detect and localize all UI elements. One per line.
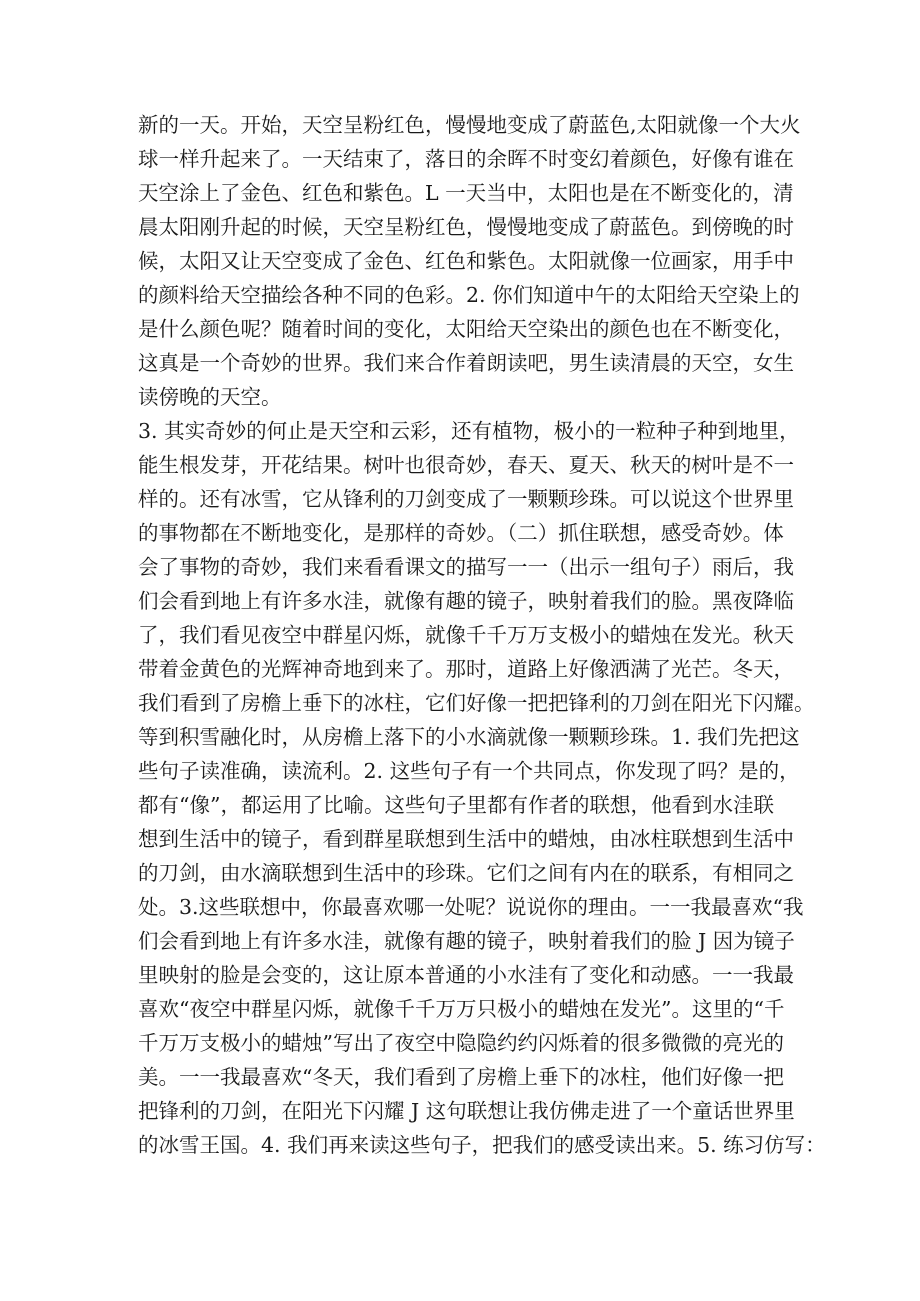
text-line: 些句子读准确，读流利。2. 这些句子有一个共同点，你发现了吗？是的， [138,759,800,783]
text-line: 喜欢“夜空中群星闪烁，就像千千万万只极小的蜡烛在发光”。这里的“千 [138,997,785,1021]
text-line: 的事物都在不断地变化，是那样的奇妙。（二）抓住联想，感受奇妙。体 [138,521,784,545]
text-line: 3. 其实奇妙的何止是天空和云彩，还有植物，极小的一粒种子种到地里， [138,419,800,443]
text-line: 这真是一个奇妙的世界。我们来合作着朗读吧，男生读清晨的天空，女生 [138,351,794,375]
text-line: 球一样升起来了。一天结束了，落日的余晖不时变幻着颜色，好像有谁在 [138,147,794,171]
text-line: 带着金黄色的光辉神奇地到来了。那时，道路上好像洒满了光芒。冬天， [138,657,794,681]
text-line: 了，我们看见夜空中群星闪烁，就像千千万万支极小的蜡烛在发光。秋天 [138,623,794,647]
text-line: 会了事物的奇妙，我们来看看课文的描写一一（出示一组句子）雨后，我 [138,555,794,579]
text-line: 们会看到地上有许多水洼，就像有趣的镜子，映射着我们的脸。黑夜降临 [138,589,794,613]
text-line: 的刀剑，由水滴联想到生活中的珍珠。它们之间有内在的联系，有相同之 [138,861,794,885]
text-line: 晨太阳刚升起的时候，天空呈粉红色，慢慢地变成了蔚蓝色。到傍晚的时 [138,215,794,239]
text-line: 都有“像”，都运用了比喻。这些句子里都有作者的联想，他看到水洼联 [138,793,774,817]
text-line: 是什么颜色呢？随着时间的变化，太阳给天空染出的颜色也在不断变化， [138,317,794,341]
text-line: 能生根发芽，开花结果。树叶也很奇妙，春天、夏天、秋天的树叶是不一 [138,453,794,477]
text-line: 的颜料给天空描绘各种不同的色彩。2. 你们知道中午的太阳给天空染上的 [138,283,800,307]
text-line: 样的。还有冰雪，它从锋利的刀剑变成了一颗颗珍珠。可以说这个世界里 [138,487,794,511]
text-line: 们会看到地上有许多水洼，就像有趣的镜子，映射着我们的脸 J 因为镜子 [138,929,795,953]
text-line: 美。一一我最喜欢“冬天，我们看到了房檐上垂下的冰柱，他们好像一把 [138,1065,784,1089]
text-line: 读傍晚的天空。 [138,385,282,409]
text-line: 等到积雪融化时，从房檐上落下的小水滴就像一颗颗珍珠。1. 我们先把这 [138,725,800,749]
text-line: 候，太阳又让天空变成了金色、红色和紫色。太阳就像一位画家，用手中 [138,249,794,273]
document-body [138,108,826,1162]
text-line: 我们看到了房檐上垂下的冰柱，它们好像一把把锋利的刀剑在阳光下闪耀。 [138,691,815,715]
text-line: 千万万支极小的蜡烛”写出了夜空中隐隐约约闪烁着的很多微微的亮光的 [138,1031,784,1055]
text-line: 想到生活中的镜子，看到群星联想到生活中的蜡烛，由冰柱联想到生活中 [138,827,794,851]
text-line: 处。3.这些联想中，你最喜欢哪一处呢？说说你的理由。一一我最喜欢“我 [138,895,804,919]
text-line: 的冰雪王国。4. 我们再来读这些句子，把我们的感受读出来。5. 练习仿写： [138,1133,826,1157]
text-line: 里映射的脸是会变的，这让原本普通的小水洼有了变化和动感。一一我最 [138,963,794,987]
text-line: 把锋利的刀剑，在阳光下闪耀 J 这句联想让我仿佛走进了一个童话世界里 [138,1099,795,1123]
text-line: 天空涂上了金色、红色和紫色。L 一天当中，太阳也是在不断变化的，清 [138,181,794,205]
text-line: 新的一天。开始，天空呈粉红色，慢慢地变成了蔚蓝色,太阳就像一个大火 [138,113,801,137]
